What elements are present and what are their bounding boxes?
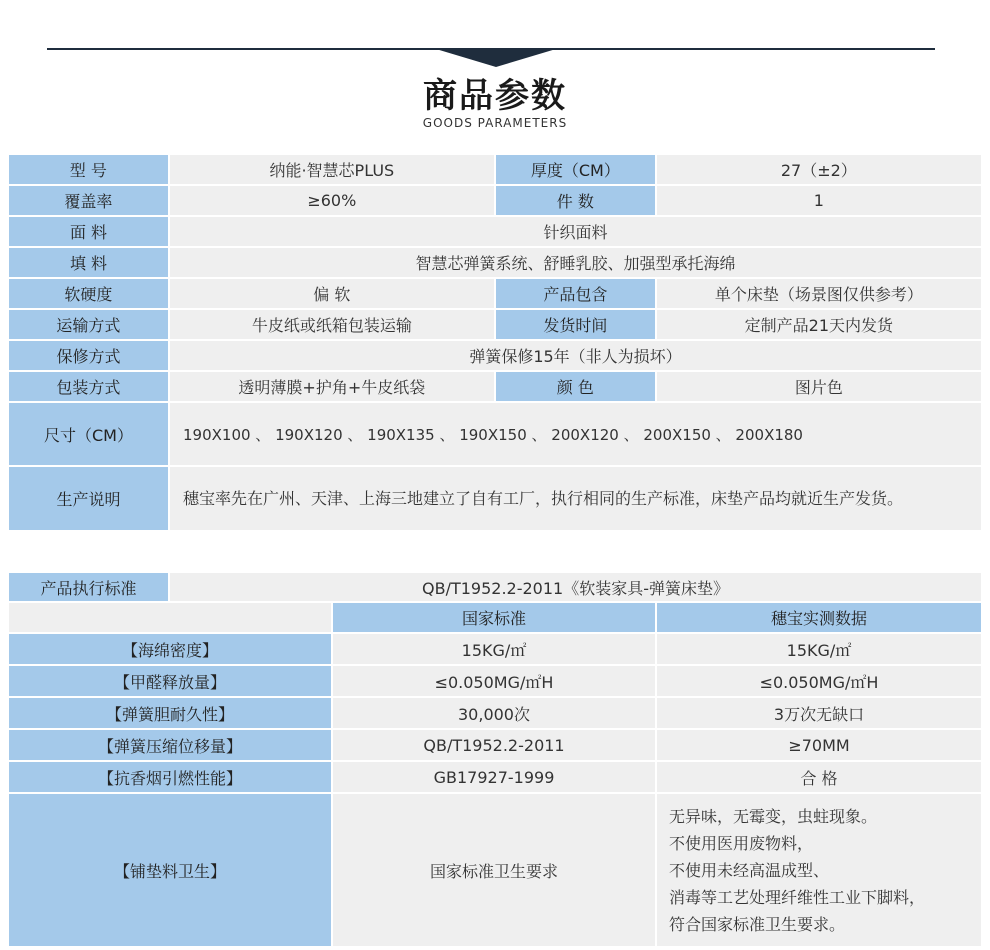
warranty-label: 保修方式: [9, 341, 168, 370]
table-row: [9, 573, 981, 601]
table-row: [9, 248, 981, 277]
row-measured-value: 15KG/㎡: [657, 634, 981, 664]
row-measured-value: 3万次无缺口: [657, 698, 981, 728]
delivery-time-value: 定制产品21天内发货: [657, 310, 981, 339]
production-label: 生产说明: [9, 467, 168, 530]
hygiene-measured-value: [657, 794, 981, 946]
filling-label: 填 料: [9, 248, 168, 277]
thickness-value: 27（±2）: [657, 155, 981, 184]
package-contents-value: 单个床垫（场景图仅供参考）: [657, 279, 981, 308]
shipping-method-value: 牛皮纸或纸箱包装运输: [170, 310, 494, 339]
table-row: [9, 155, 981, 184]
color-label: 颜 色: [496, 372, 655, 401]
shipping-method-label: 运输方式: [9, 310, 168, 339]
table-row: [9, 403, 981, 465]
col-measured-header: 穗宝实测数据: [657, 603, 981, 632]
packaging-label: 包装方式: [9, 372, 168, 401]
size-value: 190X100 、 190X120 、 190X135 、 190X150 、 200X120 、 200X150 、 200X180: [170, 403, 981, 465]
table-row: [9, 310, 981, 339]
table-row: [9, 186, 981, 215]
row-national-value: 30,000次: [333, 698, 655, 728]
filling-value: 智慧芯弹簧系统、舒睡乳胶、加强型承托海绵: [170, 248, 981, 277]
params-table: [9, 155, 981, 532]
row-national-value: 15KG/㎡: [333, 634, 655, 664]
packaging-value: 透明薄膜+护角+牛皮纸袋: [170, 372, 494, 401]
thickness-label: 厚度（CM）: [496, 155, 655, 184]
row-national-value: ≤0.050MG/㎡H: [333, 666, 655, 696]
standards-table: [9, 573, 981, 948]
row-measured-value: ≥70MM: [657, 730, 981, 760]
col-national-header: 国家标准: [333, 603, 655, 632]
table-row: [9, 730, 981, 760]
table-row: [9, 794, 981, 946]
table-row: [9, 634, 981, 664]
table-row: [9, 762, 981, 792]
table-row: [9, 698, 981, 728]
package-contents-label: 产品包含: [496, 279, 655, 308]
row-national-value: GB17927-1999: [333, 762, 655, 792]
hygiene-measured-line: 不使用医用废物料，: [669, 833, 814, 853]
row-national-value: QB/T1952.2-2011: [333, 730, 655, 760]
table-row: [9, 666, 981, 696]
exec-standard-label: 产品执行标准: [9, 573, 168, 601]
row-measured-value: ≤0.050MG/㎡H: [657, 666, 981, 696]
coverage-value: ≥60%: [170, 186, 494, 215]
row-item-label: 【甲醛释放量】: [9, 666, 331, 696]
table-row: [9, 467, 981, 530]
hygiene-measured-line: 不使用未经高温成型、: [669, 860, 830, 880]
model-value: 纳能·智慧芯PLUS: [170, 155, 494, 184]
row-measured-value: 合 格: [657, 762, 981, 792]
pieces-value: 1: [657, 186, 981, 215]
table-header-row: [9, 603, 981, 632]
hygiene-item-label: 【铺垫料卫生】: [9, 794, 331, 946]
warranty-value: 弹簧保修15年（非人为损坏）: [170, 341, 981, 370]
page-title: 商品参数: [423, 76, 567, 116]
color-value: 图片色: [657, 372, 981, 401]
fabric-label: 面 料: [9, 217, 168, 246]
delivery-time-label: 发货时间: [496, 310, 655, 339]
header-blank-cell: [9, 603, 331, 632]
table-row: [9, 372, 981, 401]
row-item-label: 【抗香烟引燃性能】: [9, 762, 331, 792]
hygiene-measured-line: 无异味，无霉变，虫蛀现象。: [669, 806, 878, 826]
hardness-label: 软硬度: [9, 279, 168, 308]
table-row: [9, 341, 981, 370]
hygiene-national-value: 国家标准卫生要求: [333, 794, 655, 946]
hygiene-measured-line: 符合国家标准卫生要求。: [669, 914, 846, 934]
pieces-label: 件 数: [496, 186, 655, 215]
header-triangle-ornament: [436, 49, 556, 67]
row-item-label: 【弹簧压缩位移量】: [9, 730, 331, 760]
row-item-label: 【海绵密度】: [9, 634, 331, 664]
fabric-value: 针织面料: [170, 217, 981, 246]
model-label: 型 号: [9, 155, 168, 184]
page-subtitle: GOODS PARAMETERS: [422, 116, 568, 130]
production-value: 穗宝率先在广州、天津、上海三地建立了自有工厂，执行相同的生产标准，床垫产品均就近生产发货。: [170, 467, 981, 530]
hardness-value: 偏 软: [170, 279, 494, 308]
hygiene-measured-line: 消毒等工艺处理纤维性工业下脚料，: [669, 887, 926, 907]
coverage-label: 覆盖率: [9, 186, 168, 215]
table-row: [9, 279, 981, 308]
size-label: 尺寸（CM）: [9, 403, 168, 465]
exec-standard-value: QB/T1952.2-2011《软装家具-弹簧床垫》: [170, 573, 981, 601]
row-item-label: 【弹簧胆耐久性】: [9, 698, 331, 728]
table-row: [9, 217, 981, 246]
